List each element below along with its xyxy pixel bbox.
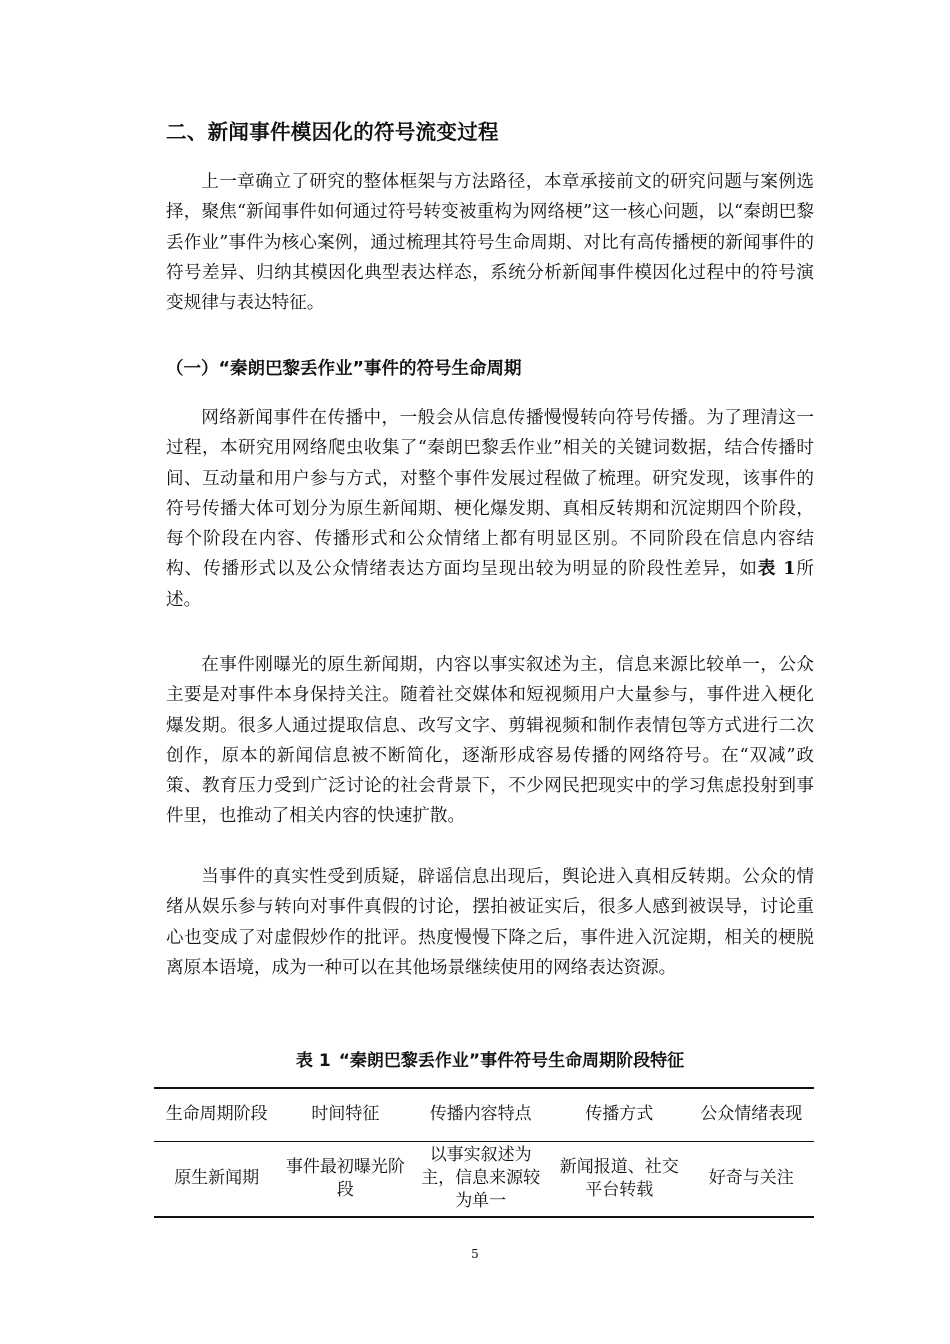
page-number: 5: [471, 1247, 479, 1261]
table-cell: 好奇与关注: [708, 1168, 794, 1189]
table-cell: 以事实叙述为主，信息来源较为单一: [421, 1145, 541, 1212]
table-caption-number: 1: [318, 1051, 331, 1071]
paragraph-2-tail: 所述。: [166, 559, 814, 610]
table-cell: 原生新闻期: [174, 1168, 260, 1189]
table-header-cell: 时间特征: [311, 1104, 380, 1125]
subsection-title: （一）“秦朗巴黎丢作业”事件的符号生命周期: [166, 359, 522, 379]
body-paragraph-4: 当事件的真实性受到质疑，辟谣信息出现后，舆论进入真相反转期。公众的情绪从娱乐参与转向对事件真假的讨论，摆拍被证实后，很多人感到被误导，讨论重心也变成了对虚假炒作的批评。热度慢慢下降之后，事件进入沉淀期，相关的梗脱离原本语境，成为一种可以在其他场景继续使用的网络表达资源。: [166, 867, 814, 978]
table-reference[interactable]: 表 1: [757, 558, 796, 580]
table-row: [154, 1141, 814, 1217]
table-cell: 事件最初曝光阶段: [285, 1156, 405, 1200]
paragraph-2-text: 网络新闻事件在传播中，一般会从信息传播慢慢转向符号传播。为了理清这一过程，本研究用网络爬虫收集了“秦朗巴黎丢作业”相关的关键词数据，结合传播时间、互动量和用户参与方式，对整个事件发展过程做了梳理。研究发现，该事件的符号传播大体可划分为原生新闻期、梗化爆发期、真相反转期和沉淀期四个阶段，每个阶段在内容、传播形式和公众情绪上都有明显区别。不同阶段在信息内容结构、传播形式以及公众情绪表达方面均呈现出较为明显的阶段性差异，如: [166, 408, 814, 580]
section-title: 二、新闻事件模因化的符号流变过程: [166, 120, 499, 144]
body-paragraph-3: 在事件刚曝光的原生新闻期，内容以事实叙述为主，信息来源比较单一，公众主要是对事件本身保持关注。随着社交媒体和短视频用户大量参与，事件进入梗化爆发期。很多人通过提取信息、改写文字、剪辑视频和制作表情包等方式进行二次创作，原本的新闻信息被不断简化，逐渐形成容易传播的网络符号。在“双减”政策、教育压力受到广泛讨论的社会背景下，不少网民把现实中的学习焦虑投射到事件里，也推动了相关内容的快速扩散。: [166, 655, 814, 827]
body-paragraph-2: [166, 403, 814, 615]
table-caption-text: “秦朗巴黎丢作业”事件符号生命周期阶段特征: [338, 1051, 685, 1071]
table-header-row: [154, 1088, 814, 1141]
table-cell: 新闻报道、社交平台转载: [559, 1156, 679, 1200]
intro-paragraph: 上一章确立了研究的整体框架与方法路径，本章承接前文的研究问题与案例选择，聚焦“新闻事件如何通过符号转变被重构为网络梗”这一核心问题，以“秦朗巴黎丢作业”事件为核心案例，通过梳理其符号生命周期、对比有高传播梗的新闻事件的符号差异、归纳其模因化典型表达样态，系统分析新闻事件模因化过程中的符号演变规律与表达特征。: [166, 172, 814, 314]
table-header-cell: 公众情绪表现: [700, 1104, 803, 1125]
table-header-cell: 传播方式: [585, 1104, 654, 1125]
table-caption: [166, 1046, 814, 1076]
table-header-cell: 生命周期阶段: [165, 1104, 268, 1125]
table-caption-prefix: 表: [295, 1051, 313, 1071]
table-header-cell: 传播内容特点: [429, 1104, 532, 1125]
lifecycle-table: [154, 1087, 814, 1218]
